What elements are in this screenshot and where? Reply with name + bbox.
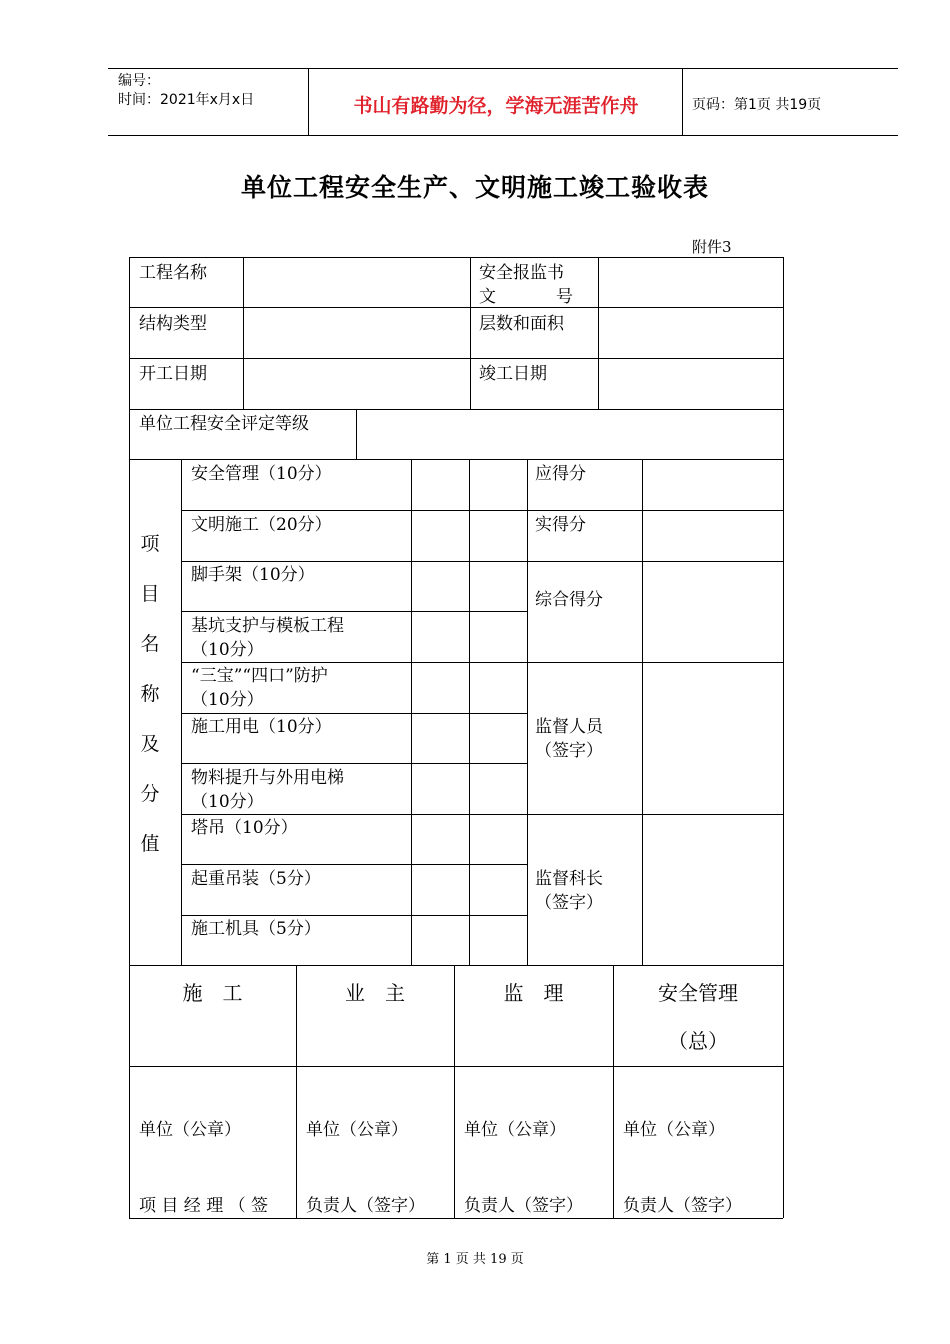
item-score: （10分） [191,640,264,660]
chief-title: 监督科长 [535,869,603,889]
inspector-sign: （签字） [535,741,603,761]
signature-person: 负责人（签字） [623,1196,742,1216]
item-row [191,563,315,587]
chief-sign: （签字） [535,893,603,913]
code-label: 编号： [118,73,160,89]
party-safety-title: 安全管理 [658,981,738,1005]
table-rule [181,561,783,562]
party-owner: 业 主 [345,981,405,1005]
document-title: 单位工程安全生产、文明施工竣工验收表 [240,173,709,202]
party-safety [613,981,783,1053]
start-date-label: 开工日期 [139,364,207,384]
acceptance-table [129,257,783,1219]
items-vertical-label [139,519,161,869]
table-rule [411,459,412,965]
safety-report-label-b: 号 [556,287,573,307]
total-score-label: 综合得分 [535,590,603,610]
table-rule [181,763,527,764]
safety-grade-label: 单位工程安全评定等级 [139,414,309,434]
actual-score-label: 实得分 [535,515,586,535]
inspector-title: 监督人员 [535,717,603,737]
table-rule [527,459,528,965]
item-label: “三宝”“四口”防护 [191,666,328,686]
table-rule [129,257,130,1218]
time-label: 时间：2021年x月x日 [118,92,255,108]
item-row [191,917,321,941]
attachment-label: 附件3 [692,238,732,256]
table-rule [181,915,527,916]
table-rule [181,459,182,965]
item-row [191,715,332,739]
party-supervisor: 监 理 [503,981,564,1005]
header-divider [308,68,309,135]
table-rule [243,257,244,409]
items-label-char: 目 [140,583,160,605]
item-label: 施工用电（10分） [191,717,332,737]
header-motto: 书山有路勤为径，学海无涯苦作舟 [353,95,639,117]
items-label-char: 及 [140,733,160,755]
table-rule [181,814,783,815]
table-rule [356,409,357,459]
table-rule [181,662,783,663]
table-rule [470,257,471,409]
table-rule [181,864,527,865]
item-score: （10分） [191,792,264,812]
items-label-char: 值 [140,833,160,855]
item-row [191,816,298,840]
item-label: 基坑支护与模板工程 [191,616,344,636]
items-label-char: 分 [140,783,160,805]
item-score: （10分） [191,690,264,710]
table-rule [642,459,643,965]
table-rule [469,459,470,965]
end-date-label: 竣工日期 [479,364,547,384]
item-row [191,766,344,814]
party-construction: 施 工 [182,981,243,1005]
header-top-rule [108,68,898,69]
items-label-char: 称 [140,683,160,705]
items-label-char: 名 [140,633,160,655]
header-bottom-rule [108,135,898,136]
safety-report-label: 安全报监书 [479,263,564,283]
table-rule [527,510,783,511]
party-safety-sub: （总） [668,1029,728,1053]
table-rule [181,713,527,714]
item-label: 起重吊装（5分） [191,869,321,889]
header-divider [682,68,683,135]
item-row [191,462,332,486]
item-label: 脚手架（10分） [191,565,315,585]
structure-type-label: 结构类型 [139,314,207,334]
chief-label [535,867,603,915]
item-label: 塔吊（10分） [191,818,298,838]
signature-person: 负责人（签字） [306,1196,425,1216]
table-rule [129,1218,783,1219]
inspector-label [535,715,603,763]
item-row [191,614,344,662]
table-rule [129,965,783,966]
table-rule [181,510,527,511]
safety-report-label-a: 文 [479,287,496,307]
item-row [191,867,321,891]
table-rule [129,307,783,308]
table-rule [598,257,599,409]
signature-unit: 单位（公章） [623,1120,725,1140]
signature-unit: 单位（公章） [306,1120,408,1140]
table-rule [181,611,527,612]
item-label: 文明施工（20分） [191,515,332,535]
item-label: 施工机具（5分） [191,919,321,939]
table-rule [129,358,783,359]
should-score-label: 应得分 [535,464,586,484]
table-rule [129,459,783,460]
floors-area-label: 层数和面积 [479,314,564,334]
signature-unit: 单位（公章） [139,1120,241,1140]
item-row [191,664,328,712]
item-label: 安全管理（10分） [191,464,332,484]
signature-person: 负责人（签字） [464,1196,583,1216]
header-meta [118,72,254,110]
signature-unit: 单位（公章） [464,1120,566,1140]
item-row [191,513,332,537]
table-rule [129,1066,783,1067]
table-rule [783,257,784,1218]
item-label: 物料提升与外用电梯 [191,768,344,788]
signature-manager: 项 目 经 理 （ 签 [139,1196,269,1216]
project-name-label: 工程名称 [139,263,207,283]
header-page-info: 页码：第1页 共19页 [692,97,822,113]
table-rule [129,409,783,410]
table-rule [129,257,783,258]
items-label-char: 项 [140,533,160,555]
page-footer: 第 1 页 共 19 页 [426,1252,524,1267]
